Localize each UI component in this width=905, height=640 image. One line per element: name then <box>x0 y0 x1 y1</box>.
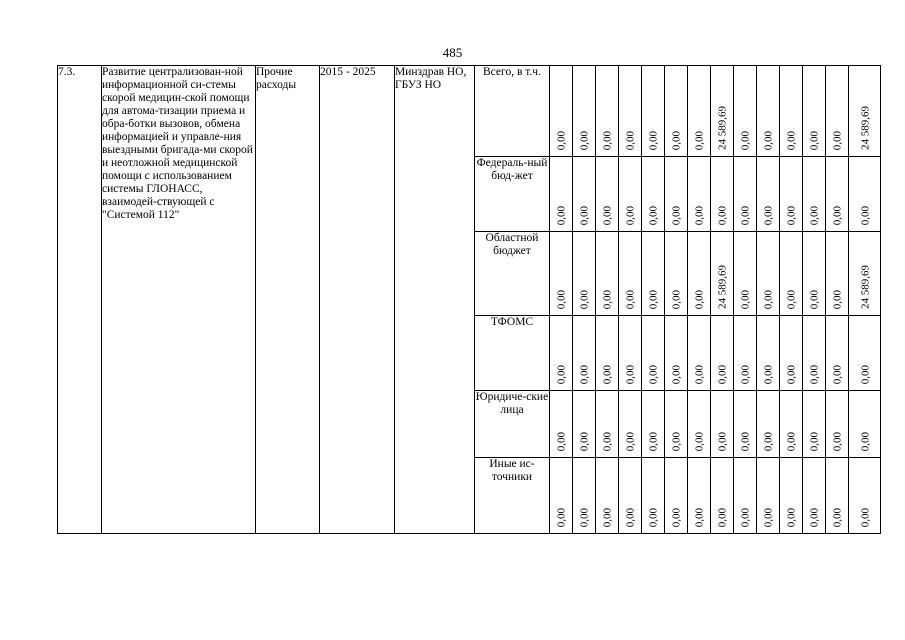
value-cell <box>849 157 881 232</box>
row-index: 7.3. <box>58 66 102 534</box>
value-text: 0,00 <box>624 507 637 527</box>
value-cell <box>573 232 596 316</box>
expense-type: Прочие расходы <box>256 66 320 534</box>
value-cell <box>688 157 711 232</box>
value-cell <box>550 66 573 157</box>
value-cell <box>803 458 826 534</box>
value-cell <box>711 232 734 316</box>
value-text: 0,00 <box>555 130 568 150</box>
value-cell <box>550 232 573 316</box>
value-cell <box>573 316 596 391</box>
value-cell <box>826 316 849 391</box>
value-text: 0,00 <box>785 431 798 451</box>
budget-table <box>57 65 881 534</box>
value-text: 0,00 <box>693 130 706 150</box>
value-text: 0,00 <box>785 507 798 527</box>
value-text: 0,00 <box>831 289 844 309</box>
value-text: 0,00 <box>647 130 660 150</box>
value-cell <box>780 157 803 232</box>
value-cell <box>780 232 803 316</box>
value-cell <box>642 232 665 316</box>
value-cell <box>757 66 780 157</box>
value-cell <box>596 66 619 157</box>
value-text: 0,00 <box>555 507 568 527</box>
value-text: 0,00 <box>785 205 798 225</box>
value-text: 0,00 <box>716 507 729 527</box>
value-text: 0,00 <box>859 431 872 451</box>
value-cell <box>619 391 642 458</box>
value-cell <box>596 157 619 232</box>
value-text: 0,00 <box>831 507 844 527</box>
value-text: 0,00 <box>739 507 752 527</box>
value-cell <box>849 316 881 391</box>
value-text: 0,00 <box>785 289 798 309</box>
value-text: 0,00 <box>693 431 706 451</box>
value-text: 0,00 <box>601 507 614 527</box>
value-cell <box>573 391 596 458</box>
value-text: 0,00 <box>716 364 729 384</box>
value-text: 0,00 <box>578 507 591 527</box>
value-cell <box>550 458 573 534</box>
executor: Минздрав НО, ГБУЗ НО <box>395 66 475 534</box>
value-cell <box>734 157 757 232</box>
value-cell <box>780 458 803 534</box>
value-cell <box>734 66 757 157</box>
value-text: 0,00 <box>555 289 568 309</box>
value-cell <box>642 458 665 534</box>
value-cell <box>826 391 849 458</box>
value-text: 0,00 <box>762 507 775 527</box>
value-cell <box>757 157 780 232</box>
period: 2015 - 2025 <box>320 66 395 534</box>
value-cell <box>550 391 573 458</box>
value-text: 24 589,69 <box>859 265 872 309</box>
value-text: 0,00 <box>831 130 844 150</box>
value-cell <box>711 458 734 534</box>
value-cell <box>665 316 688 391</box>
value-text: 0,00 <box>808 205 821 225</box>
value-text: 0,00 <box>670 205 683 225</box>
value-text: 0,00 <box>785 130 798 150</box>
value-text: 0,00 <box>739 130 752 150</box>
value-cell <box>596 232 619 316</box>
value-text: 0,00 <box>578 130 591 150</box>
value-cell <box>826 157 849 232</box>
value-text: 0,00 <box>670 431 683 451</box>
value-text: 0,00 <box>601 289 614 309</box>
funding-source-label: Иные ис-точники <box>475 458 550 534</box>
value-text: 0,00 <box>693 507 706 527</box>
value-cell <box>780 66 803 157</box>
value-cell <box>780 316 803 391</box>
funding-source-label: Всего, в т.ч. <box>475 66 550 157</box>
value-text: 0,00 <box>859 364 872 384</box>
value-cell <box>573 458 596 534</box>
value-cell <box>688 232 711 316</box>
value-cell <box>665 232 688 316</box>
value-cell <box>803 157 826 232</box>
value-cell <box>642 316 665 391</box>
value-text: 0,00 <box>762 130 775 150</box>
funding-source-label: Юридиче-ские лица <box>475 391 550 458</box>
value-text: 24 589,69 <box>716 265 729 309</box>
value-text: 0,00 <box>859 507 872 527</box>
value-text: 0,00 <box>555 431 568 451</box>
value-text: 0,00 <box>762 364 775 384</box>
value-text: 0,00 <box>785 364 798 384</box>
value-text: 0,00 <box>578 205 591 225</box>
value-text: 24 589,69 <box>859 106 872 150</box>
value-cell <box>688 316 711 391</box>
value-cell <box>803 66 826 157</box>
value-cell <box>757 232 780 316</box>
value-cell <box>665 157 688 232</box>
value-text: 0,00 <box>670 507 683 527</box>
row-description: Развитие централизован-ной информационной си-стемы скорой медицин-ской помощи для автома-тизации приема и обра-ботки вызовов, обмена информацией и управле-ния выездными бригада-ми скорой и неотложной медицинской помощи с использованием системы ГЛОНАСС, взаимодей-ствующей с "Системой 112" <box>102 66 256 534</box>
value-cell <box>642 391 665 458</box>
value-text: 0,00 <box>739 431 752 451</box>
value-text: 0,00 <box>647 507 660 527</box>
value-text: 0,00 <box>762 431 775 451</box>
value-text: 0,00 <box>624 431 637 451</box>
value-text: 0,00 <box>762 205 775 225</box>
value-text: 0,00 <box>578 364 591 384</box>
value-cell <box>642 157 665 232</box>
value-cell <box>826 232 849 316</box>
value-cell <box>619 316 642 391</box>
value-text: 0,00 <box>601 364 614 384</box>
value-cell <box>734 458 757 534</box>
value-cell <box>642 66 665 157</box>
value-text: 24 589,69 <box>716 106 729 150</box>
value-text: 0,00 <box>670 130 683 150</box>
value-text: 0,00 <box>647 205 660 225</box>
value-cell <box>803 391 826 458</box>
value-cell <box>550 316 573 391</box>
value-text: 0,00 <box>601 431 614 451</box>
value-text: 0,00 <box>762 289 775 309</box>
value-text: 0,00 <box>624 130 637 150</box>
value-text: 0,00 <box>555 205 568 225</box>
value-text: 0,00 <box>601 205 614 225</box>
value-cell <box>803 316 826 391</box>
value-cell <box>619 232 642 316</box>
value-text: 0,00 <box>693 205 706 225</box>
value-cell <box>596 316 619 391</box>
value-cell <box>849 66 881 157</box>
value-text: 0,00 <box>647 431 660 451</box>
value-cell <box>665 458 688 534</box>
value-cell <box>780 391 803 458</box>
value-text: 0,00 <box>808 289 821 309</box>
value-cell <box>550 157 573 232</box>
value-cell <box>665 391 688 458</box>
value-text: 0,00 <box>808 507 821 527</box>
value-text: 0,00 <box>670 289 683 309</box>
value-cell <box>711 157 734 232</box>
value-cell <box>688 391 711 458</box>
value-cell <box>619 157 642 232</box>
value-cell <box>849 391 881 458</box>
value-cell <box>596 391 619 458</box>
funding-source-label: Областной бюджет <box>475 232 550 316</box>
value-text: 0,00 <box>693 364 706 384</box>
value-cell <box>711 66 734 157</box>
value-text: 0,00 <box>624 364 637 384</box>
value-cell <box>573 157 596 232</box>
value-text: 0,00 <box>693 289 706 309</box>
value-text: 0,00 <box>808 431 821 451</box>
value-text: 0,00 <box>739 205 752 225</box>
value-text: 0,00 <box>808 130 821 150</box>
value-cell <box>619 458 642 534</box>
value-cell <box>826 458 849 534</box>
value-text: 0,00 <box>739 364 752 384</box>
value-cell <box>734 316 757 391</box>
value-cell <box>688 66 711 157</box>
page-number: 485 <box>442 45 463 60</box>
value-cell <box>757 458 780 534</box>
value-text: 0,00 <box>624 289 637 309</box>
value-cell <box>803 232 826 316</box>
value-text: 0,00 <box>831 205 844 225</box>
value-text: 0,00 <box>578 431 591 451</box>
value-cell <box>573 66 596 157</box>
value-cell <box>849 458 881 534</box>
value-text: 0,00 <box>716 205 729 225</box>
funding-source-label: ТФОМС <box>475 316 550 391</box>
value-text: 0,00 <box>831 364 844 384</box>
value-cell <box>665 66 688 157</box>
table-row <box>58 66 881 157</box>
value-cell <box>688 458 711 534</box>
value-text: 0,00 <box>647 289 660 309</box>
value-cell <box>619 66 642 157</box>
value-text: 0,00 <box>601 130 614 150</box>
value-cell <box>826 66 849 157</box>
value-text: 0,00 <box>716 431 729 451</box>
value-text: 0,00 <box>670 364 683 384</box>
value-cell <box>757 391 780 458</box>
value-cell <box>711 391 734 458</box>
value-cell <box>734 391 757 458</box>
value-text: 0,00 <box>808 364 821 384</box>
funding-source-label: Федераль-ный бюд-жет <box>475 157 550 232</box>
value-text: 0,00 <box>647 364 660 384</box>
value-cell <box>757 316 780 391</box>
value-text: 0,00 <box>831 431 844 451</box>
value-text: 0,00 <box>578 289 591 309</box>
value-cell <box>596 458 619 534</box>
value-cell <box>711 316 734 391</box>
value-text: 0,00 <box>859 205 872 225</box>
value-text: 0,00 <box>739 289 752 309</box>
value-text: 0,00 <box>624 205 637 225</box>
value-cell <box>734 232 757 316</box>
value-cell <box>849 232 881 316</box>
value-text: 0,00 <box>555 364 568 384</box>
